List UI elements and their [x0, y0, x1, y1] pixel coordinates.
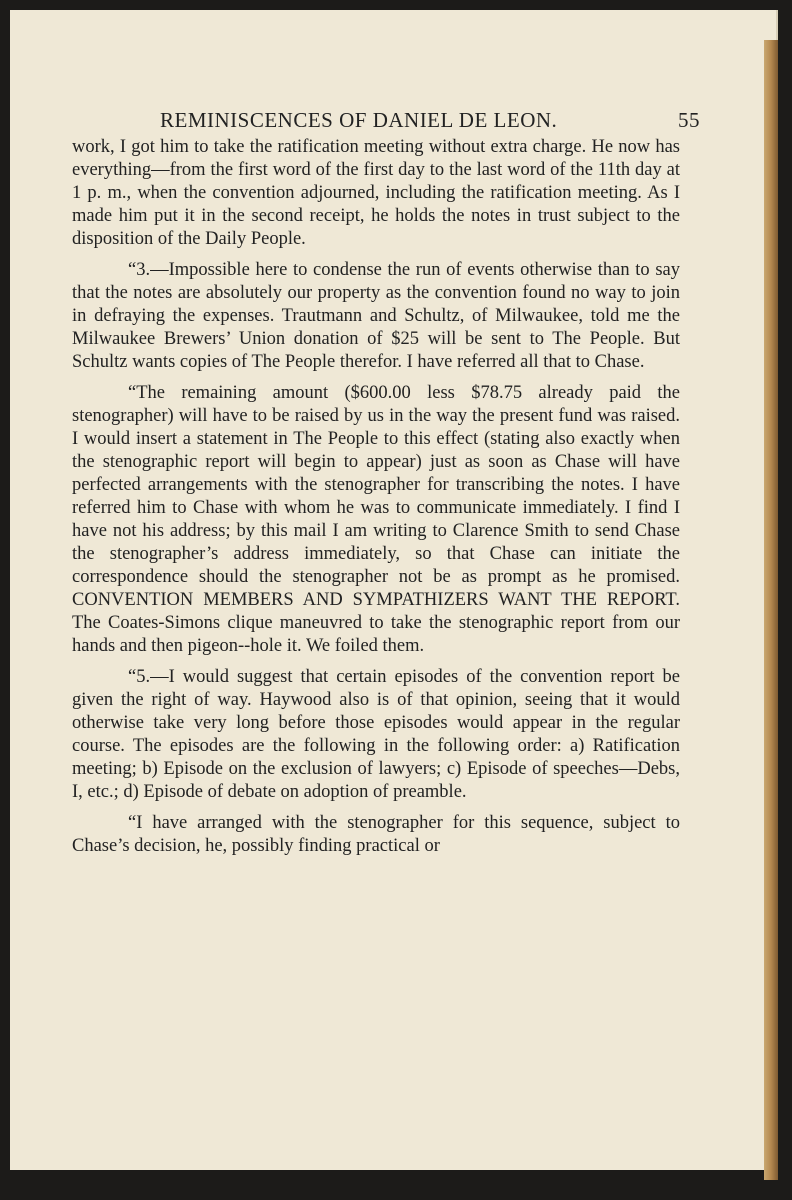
page-edge	[764, 40, 778, 1180]
page-number: 55	[678, 108, 700, 132]
paragraph-1: work, I got him to take the ratification meeting without extra charge. He now has everything—from the first word of the first day to the last word of the 11th day at 1 p. m., when the convention adjourned, including the ratification meeting. As I made him put it in the second receipt, he holds the notes in trust subject to the disposition of the Daily People.	[72, 137, 680, 249]
running-head	[160, 108, 700, 134]
body-text	[72, 136, 680, 866]
running-head-title: REMINISCENCES OF DANIEL DE LEON.	[160, 108, 558, 132]
paragraph-2: “3.—Impossible here to condense the run of events otherwise than to say that the notes are absolutely our property as the convention found no way to join in defraying the expenses. Trautmann and Schultz, of Milwaukee, told me the Milwaukee Brewers’ Union donation of $25 will be sent to The People. But Schultz wants copies of The People therefor. I have referred all that to Chase.	[72, 260, 680, 372]
paragraph-3: “The remaining amount ($600.00 less $78.75 already paid the stenographer) will have to be raised by us in the way the present fund was raised. I would insert a statement in The People to this effect (stating also exactly when the stenographic report will begin to appear) just as soon as Chase will have perfected arrangements with the stenographer for transcribing the notes. I have referred him to Chase with whom he was to communicate immediately. I find I have not his address; by this mail I am writing to Clarence Smith to send Chase the stenographer’s address immediately, so that Chase can initiate the correspondence should the stenographer not be as prompt as he promised. CONVENTION MEMBERS AND SYMPATHIZERS WANT THE REPORT. The Coates-Simons clique maneuvred to take the stenographic report from our hands and then pigeon--hole it. We foiled them.	[72, 383, 680, 656]
paragraph-4: “5.—I would suggest that certain episodes of the convention report be given the right of way. Haywood also is of that opinion, seeing that it would otherwise take very long before those episodes would appear in the regular course. The episodes are the following in the following order: a) Ratification meeting; b) Episode on the exclusion of lawyers; c) Episode of speeches—Debs, I, etc.; d) Episode of debate on adoption of preamble.	[72, 667, 680, 802]
paragraph-5: “I have arranged with the stenographer for this sequence, subject to Chase’s decision, he, possibly finding practical or	[72, 813, 680, 856]
book-page	[10, 10, 778, 1170]
